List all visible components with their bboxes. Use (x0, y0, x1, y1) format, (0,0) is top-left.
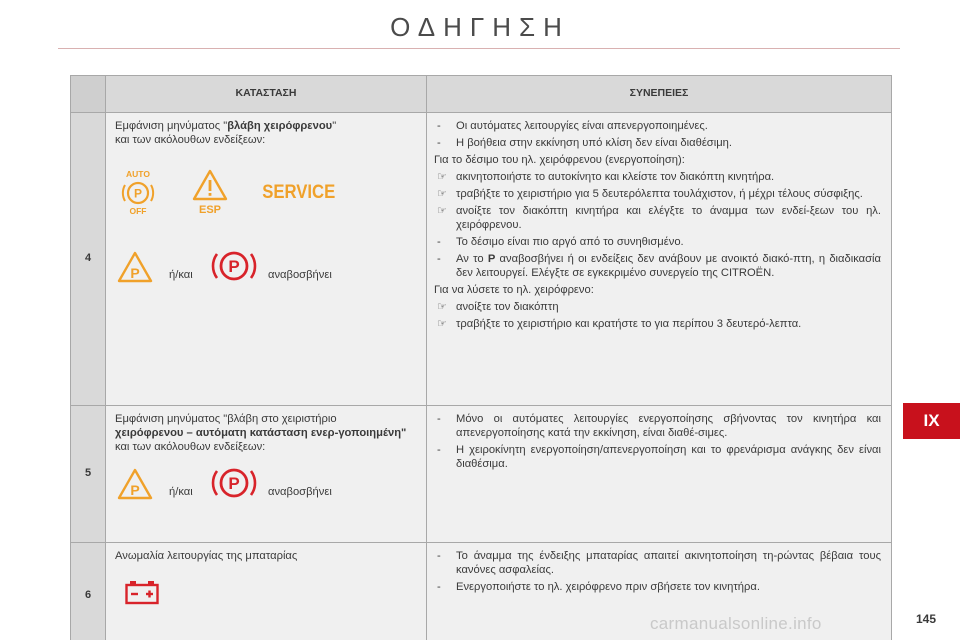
blinks-label: αναβοσβήνει (268, 269, 332, 281)
list-item: ☞ ανοίξτε τον διακόπτη κινητήρα και ελέγξτε το άναμμα των ενδεί-ξεων του ηλ. χειρόφρενου. (437, 205, 881, 231)
header-consequences: ΣΥΝΕΠΕΙΕΣ (427, 76, 892, 113)
indicator-icons (115, 147, 418, 245)
parking-warning-icon (117, 251, 153, 283)
fault-table (70, 75, 892, 640)
or-label: ή/και (169, 269, 193, 281)
list-item: - Ενεργοποιήστε το ηλ. χειρόφρενο πριν σβήσετε τον κινητήρα. (437, 581, 760, 593)
list-item: - Το δέσιμο είναι πιο αργό από το συνηθισμένο. (437, 236, 684, 248)
indicator-row-parking (115, 462, 418, 522)
table-row (71, 113, 892, 406)
table-row (71, 406, 892, 543)
parking-brake-icon (211, 464, 257, 502)
hand-pointer-icon: ☞ (437, 301, 448, 313)
page-title: ΟΔΗΓΗΣΗ (390, 12, 570, 42)
list-item: - Η βοήθεια στην εκκίνηση υπό κλίση δεν είναι διαθέσιμη. (437, 137, 732, 149)
list-item: Για να λύσετε το ηλ. χειρόφρενο: (434, 284, 594, 296)
svg-text:P: P (228, 257, 240, 276)
state-text: Ανωμαλία λειτουργίας της μπαταρίας (115, 550, 298, 562)
list-item: - Αν το P αναβοσβήνει ή οι ενδείξεις δεν ανάβουν με ανοικτό διακό-πτη, η διαδικασία δεν λειτουργεί. Ελέγξτε σε εγκεκριμένο συνεργείο της CITROËN. (437, 253, 881, 279)
battery-icon (125, 581, 159, 605)
svg-text:P: P (130, 265, 140, 281)
state-text: Εμφάνιση μηνύματος "βλάβη χειρόφρενου" (115, 120, 337, 132)
chapter-tab[interactable]: IX (903, 403, 960, 439)
table-header-row (71, 76, 892, 113)
state-text-bold: χειρόφρενου – αυτόματη κατάσταση ενερ-γοποιημένη" και των ακόλουθων ενδείξεων: (115, 427, 407, 453)
list-item: - Οι αυτόματες λειτουργίες είναι απενεργοποιημένες. (437, 120, 708, 132)
row-number: 5 (71, 406, 106, 543)
service-icon (260, 179, 338, 203)
state-cell (106, 406, 427, 543)
state-cell (106, 113, 427, 406)
svg-text:P: P (228, 474, 240, 493)
or-label: ή/και (169, 486, 193, 498)
list-item: - Μόνο οι αυτόματες λειτουργίες ενεργοποίησης σβήνοντας τον κινητήρα και απενεργοποίησης κατά την εκκίνηση, είναι διαθέ-σιμες. (437, 413, 881, 439)
hand-pointer-icon: ☞ (437, 188, 448, 200)
hand-pointer-icon: ☞ (437, 171, 448, 183)
state-text-line2: και των ακόλουθων ενδείξεων: (115, 134, 266, 146)
title-divider (58, 48, 900, 49)
svg-text:SERVICE: SERVICE (262, 181, 336, 203)
watermark: carmanualsonline.info (650, 614, 822, 633)
esp-warning-icon (191, 169, 229, 215)
row-number: 4 (71, 113, 106, 406)
svg-text:AUTO: AUTO (126, 169, 150, 179)
consequences-cell (427, 113, 892, 406)
list-item: - Το άναμμα της ένδειξης μπαταρίας απαιτεί ακινητοποίηση τη-ρώντας βέβαια τους κανόνες ασφαλείας. (437, 550, 881, 576)
header-number-cell (71, 76, 106, 113)
row-number: 6 (71, 543, 106, 640)
list-item: ☞ τραβήξτε το χειριστήριο για 5 δευτερόλεπτα τουλάχιστον, ή μέχρι τέλους σύσφιξης. (437, 188, 863, 200)
list-item: - Η χειροκίνητη ενεργοποίηση/απενεργοποίηση και το φρενάρισμα ανάγκης δεν είναι διαθέσιμα. (437, 444, 881, 470)
consequences-cell (427, 406, 892, 543)
indicator-row-parking (115, 245, 418, 305)
state-cell (106, 543, 427, 640)
list-item: Για το δέσιμο του ηλ. χειρόφρενου (ενεργοποίηση): (434, 154, 685, 166)
list-item: ☞ ακινητοποιήστε το αυτοκίνητο και κλείστε τον διακόπτη κινητήρα. (437, 171, 775, 183)
list-item: ☞ τραβήξτε το χειριστήριο και κρατήστε το για περίπου 3 δευτερό-λεπτα. (437, 318, 802, 330)
svg-text:ESP: ESP (198, 204, 222, 215)
parking-warning-icon (117, 468, 153, 500)
header-state: ΚΑΤΑΣΤΑΣΗ (106, 76, 427, 113)
parking-brake-icon (211, 247, 257, 285)
blinks-label: αναβοσβήνει (268, 486, 332, 498)
svg-text:P: P (130, 482, 140, 498)
hand-pointer-icon: ☞ (437, 205, 448, 217)
svg-text:P: P (133, 186, 143, 201)
svg-text:OFF: OFF (129, 206, 147, 215)
page-number: 145 (916, 612, 937, 626)
list-item: ☞ ανοίξτε τον διακόπτη (437, 301, 559, 313)
hand-pointer-icon: ☞ (437, 318, 448, 330)
auto-park-off-icon (117, 169, 159, 215)
state-text: Εμφάνιση μηνύματος "βλάβη στο χειριστήριο (115, 413, 337, 425)
